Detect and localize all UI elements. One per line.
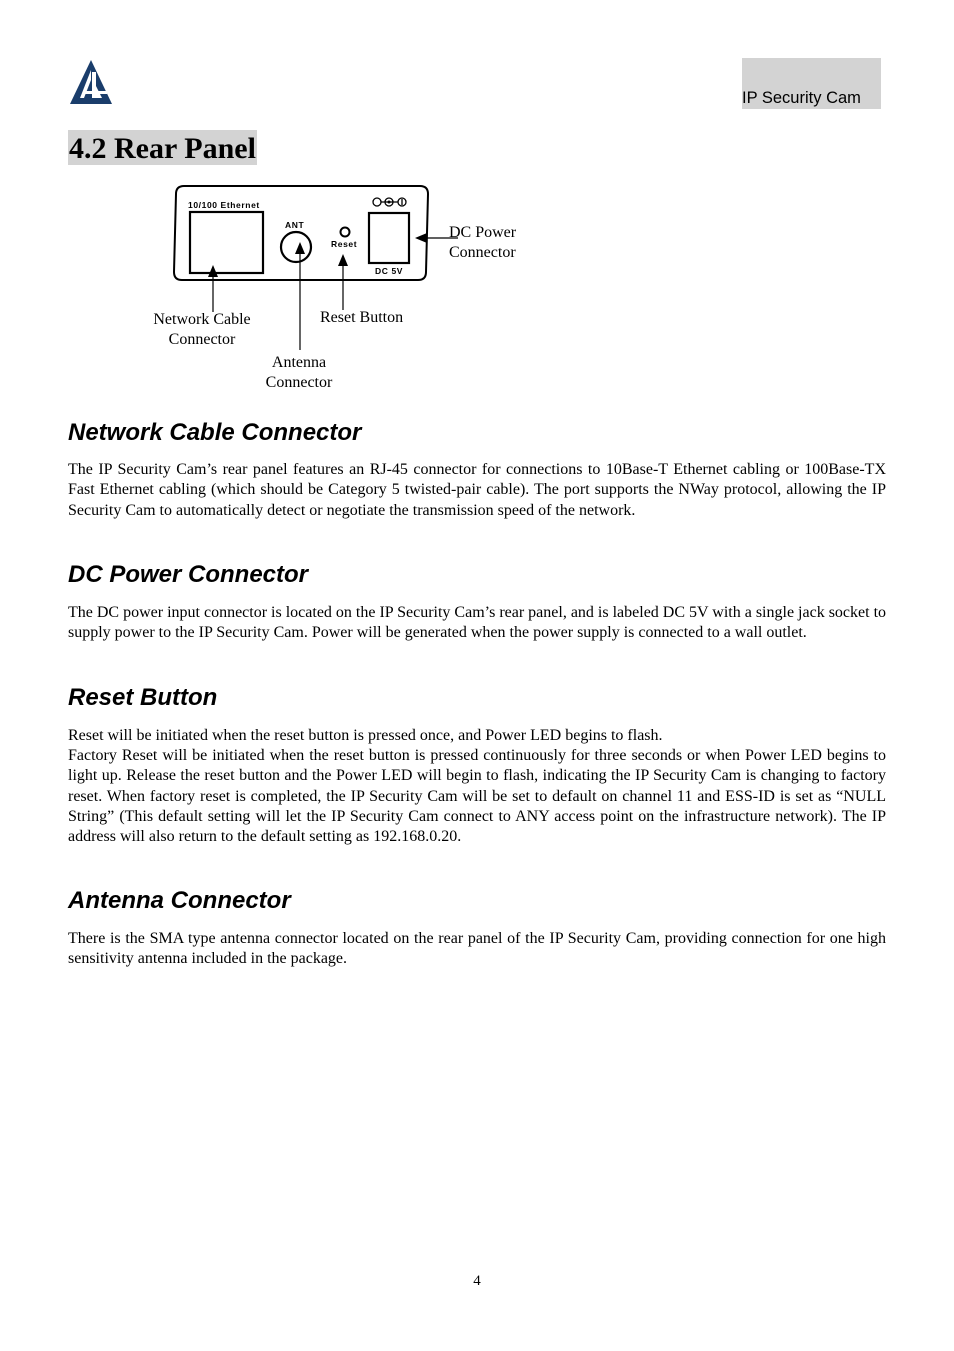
ethernet-port — [190, 212, 263, 273]
network-cable-description: The IP Security Cam’s rear panel features an RJ-45 connector for connections to 10Base-T Ethernet cabling or 100Base-TX Fast Ethernet cabling (which should be Category 5 twisted-pair cable). The port supports the NWay protocol, allowing the IP Security Cam to automatically detect or negotiate the transmission speed of the network. — [68, 461, 886, 519]
heading-reset-button: Reset Button — [68, 684, 218, 711]
panel-label-ethernet: 10/100 Ethernet — [188, 200, 260, 210]
callout-antenna-line2: Connector — [265, 374, 333, 391]
page-title: 4.2 Rear Panel — [69, 132, 256, 165]
callout-dc-power-line1: DC Power — [449, 224, 517, 241]
reset-description-1: Reset will be initiated when the reset button is pressed once, and Power LED begins to flash. — [68, 727, 663, 744]
antenna-description: There is the SMA type antenna connector located on the rear panel of the IP Security Cam, providing connection for one high sensitivity antenna included in the package. — [68, 930, 886, 968]
header-product-name: IP Security Cam — [742, 89, 861, 107]
dc-power-description: The DC power input connector is located on the IP Security Cam’s rear panel, and is labeled DC 5V with a single jack socket to supply power to the IP Security Cam. Power will be generated when the power supply is connected to a wall outlet. — [68, 604, 887, 642]
heading-network-cable-connector: Network Cable Connector — [68, 419, 362, 446]
panel-label-ant: ANT — [285, 220, 305, 230]
callout-network-line1: Network Cable — [153, 311, 251, 328]
callout-antenna-line1: Antenna — [271, 354, 327, 371]
dc-power-jack — [369, 213, 409, 263]
callout-dc-power-line2: Connector — [449, 244, 516, 261]
reset-hole-icon — [341, 228, 350, 237]
heading-antenna-connector: Antenna Connector — [68, 887, 291, 914]
atlantis-triangle-logo-icon — [68, 58, 114, 106]
callout-reset-button: Reset Button — [320, 309, 404, 326]
antenna-port-icon — [281, 232, 311, 262]
rear-panel-diagram — [140, 180, 540, 395]
callout-network-line2: Connector — [168, 331, 236, 348]
panel-label-reset: Reset — [331, 239, 358, 249]
reset-description-2: Factory Reset will be initiated when the reset button is pressed continuously for three seconds or when Power LED begins to light up. Release the reset button and the Power LED will begin to flash, indicating the IP Security Cam is changing to factory reset. When factory reset is completed, the IP Security Cam will be set to default on channel 11 and ESS-ID is set as “NULL String” (This default setting will let the IP Security Cam connect to ANY access point on the infrastructure network). The IP address will also return to the default setting as 192.168.0.20. — [68, 747, 886, 846]
page-number: 4 — [473, 1273, 481, 1289]
dc-polarity-icon — [373, 198, 406, 206]
heading-dc-power-connector: DC Power Connector — [68, 561, 309, 588]
panel-label-dc: DC 5V — [375, 266, 404, 276]
